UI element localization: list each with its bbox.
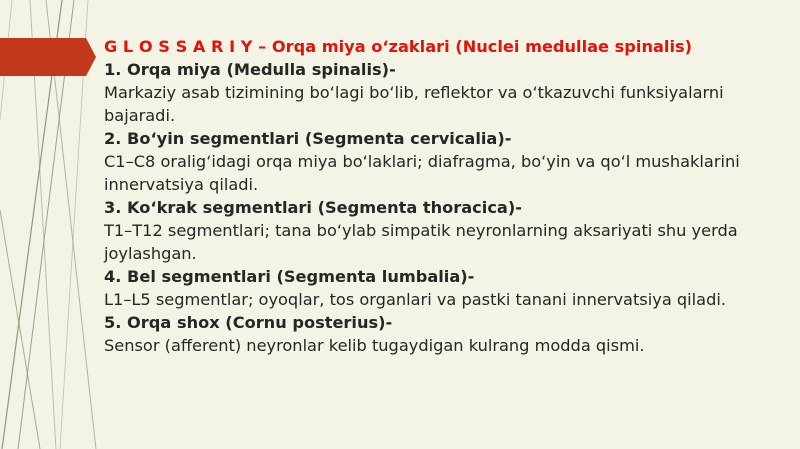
glossary-content (104, 35, 784, 357)
glossary-title: G L O S S A R I Y – Orqa miya o‘zaklari (Nuclei medullae spinalis) (104, 37, 693, 56)
accent-arrow-shape (0, 38, 96, 76)
entry-text-1: Markaziy asab tizimining bo‘lagi bo‘lib, reflektor va o‘tkazuvchi funksiyalarni bajaradi. (104, 83, 724, 125)
entry-heading-5: 5. Orqa shox (Cornu posterius)- (104, 313, 393, 332)
entry-heading-3: 3. Ko‘krak segmentlari (Segmenta thoracica)- (104, 198, 522, 217)
entry-heading-4: 4. Bel segmentlari (Segmenta lumbalia)- (104, 267, 475, 286)
entry-text-2: C1–C8 oralig‘idagi orqa miya bo‘laklari; diafragma, bo‘yin va qo‘l mushaklarini innervatsiya qiladi. (104, 152, 740, 194)
entry-text-5: Sensor (afferent) neyronlar kelib tugaydigan kulrang modda qismi. (104, 336, 645, 355)
entry-heading-2: 2. Bo‘yin segmentlari (Segmenta cervicalia)- (104, 129, 512, 148)
entry-text-3: T1–T12 segmentlari; tana bo‘ylab simpatik neyronlarning aksariyati shu yerda joylashgan. (104, 221, 738, 263)
entry-heading-1: 1. Orqa miya (Medulla spinalis)- (104, 60, 396, 79)
entry-text-4: L1–L5 segmentlar; oyoqlar, tos organlari va pastki tanani innervatsiya qiladi. (104, 290, 726, 309)
